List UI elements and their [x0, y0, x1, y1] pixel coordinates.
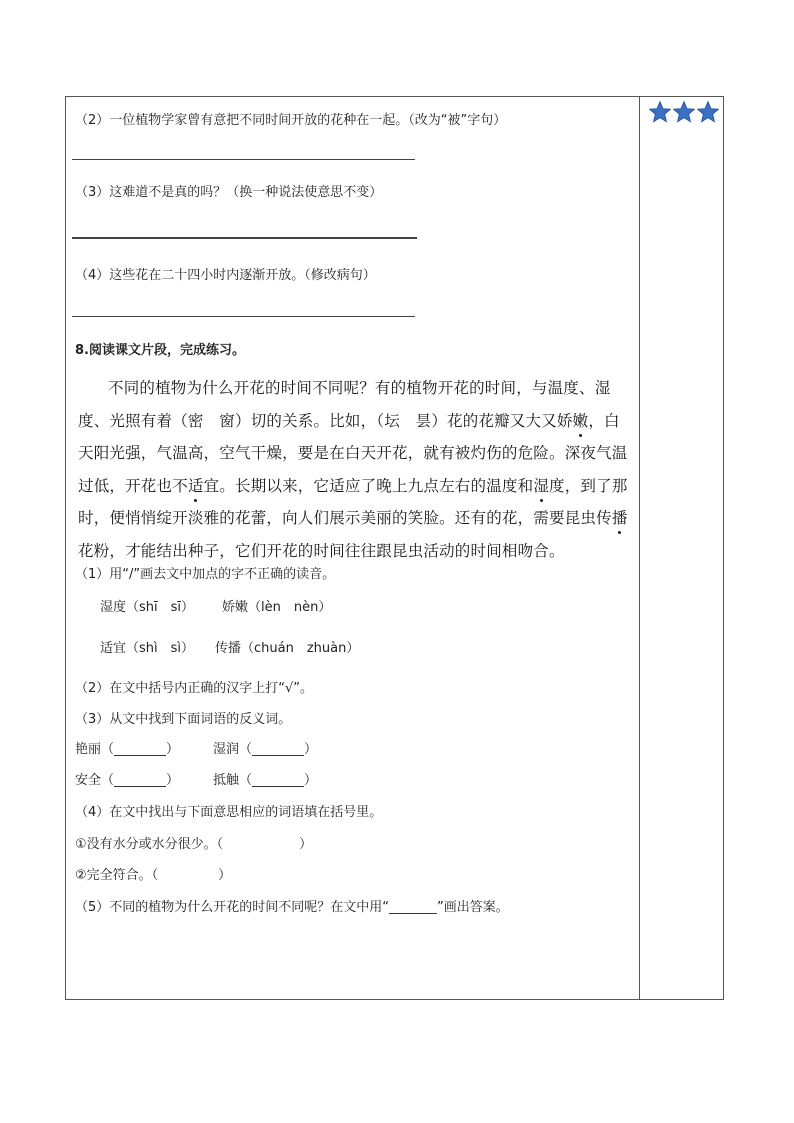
question-text: ”画出答案。 — [437, 900, 509, 915]
passage-part: ，白天阳光强，气温高，空气干燥，要是在白天开花，就有被灼伤的危险。深夜气温过低，开花也不 — [78, 411, 628, 495]
bracket: ） — [304, 742, 318, 757]
antonym-item-1 — [75, 738, 179, 757]
pinyin-options[interactable]: （shī sī） — [126, 600, 195, 615]
word: 湿度 — [100, 600, 127, 615]
passage-part: 花粉，才能结出种子，它们开花的时间往往跟昆虫活动的时间相吻合。 — [78, 541, 565, 560]
pinyin-item-2 — [222, 596, 331, 615]
dotted-char: 湿 — [533, 476, 550, 495]
sub-question-3: （3）从文中找到下面词语的反义词。 — [75, 712, 292, 727]
sub-question-2: （2）在文中括号内正确的汉字上打“√”。 — [75, 681, 314, 696]
antonym-blank[interactable] — [114, 743, 166, 756]
meaning-text: ①没有水分或水分很少。（ — [75, 837, 224, 852]
passage-part: 度，到了那时，便悄悄绽开淡雅的花蕾，向人们展示美丽的笑脸。还有的花，需要昆虫传 — [78, 476, 628, 527]
pinyin-options[interactable]: （shì sì） — [126, 641, 195, 656]
antonym-word: 艳丽（ — [75, 742, 115, 757]
sub-question-1: （1）用“/”画去文中加点的字不正确的读音。 — [75, 567, 336, 582]
section-8-title: 8.阅读课文片段，完成练习。 — [75, 343, 245, 358]
bracket: ） — [166, 742, 180, 757]
star-icon — [696, 100, 720, 124]
word: 娇嫩 — [222, 600, 249, 615]
bracket: ） — [299, 837, 313, 852]
star-icon — [648, 100, 672, 124]
antonym-item-4 — [213, 769, 317, 788]
antonym-blank[interactable] — [114, 774, 166, 787]
antonym-word: 安全（ — [75, 773, 115, 788]
antonym-blank[interactable] — [252, 743, 304, 756]
pinyin-options[interactable]: （chuán zhuàn） — [241, 641, 360, 656]
antonym-item-3 — [75, 769, 179, 788]
star-icon — [672, 100, 696, 124]
question-2: （2）一位植物学家曾有意把不同时间开放的花种在一起。（改为“被”字句） — [75, 113, 507, 128]
pinyin-item-4 — [215, 637, 359, 656]
bracket: ） — [304, 773, 318, 788]
pinyin-item-1 — [100, 596, 194, 615]
meaning-item-1 — [75, 833, 312, 852]
pinyin-item-3 — [100, 637, 194, 656]
meaning-item-2 — [75, 864, 231, 883]
antonym-blank[interactable] — [252, 774, 304, 787]
sub-question-4: （4）在文中找出与下面意思相应的词语填在括号里。 — [75, 805, 383, 820]
antonym-word: 湿润（ — [213, 742, 253, 757]
difficulty-rating — [648, 100, 720, 124]
antonym-item-2 — [213, 738, 317, 757]
dotted-char: 嫩 — [572, 411, 589, 430]
antonym-word: 抵触（ — [213, 773, 253, 788]
column-divider — [639, 96, 640, 1000]
word: 适宜 — [100, 641, 127, 656]
question-text: （5）不同的植物为什么开花的时间不同呢？在文中用“ — [75, 900, 390, 915]
sub-question-5 — [75, 896, 509, 915]
passage-part: 不同的植物为什么开花的时间不同呢？有的植物开花的时间，与温度、湿度、光照有着（密 窗）切的关系。比如，（坛 昙）花的花瓣又大又娇 — [78, 379, 611, 430]
bracket: ） — [218, 868, 232, 883]
reading-passage — [78, 372, 628, 567]
bracket: ） — [166, 773, 180, 788]
pinyin-options[interactable]: （lèn nèn） — [248, 600, 332, 615]
answer-line-q3[interactable] — [72, 237, 417, 239]
meaning-text: ②完全符合。（ — [75, 868, 159, 883]
question-4: （4）这些花在二十四小时内逐渐开放。（修改病句） — [75, 268, 376, 283]
dotted-char: 播 — [611, 509, 628, 527]
answer-line-q2[interactable] — [72, 159, 415, 160]
passage-part: 宜。长期以来，它适应了晚上九点左右的温度和 — [203, 476, 534, 495]
dotted-char: 适 — [187, 476, 204, 495]
answer-line-q4[interactable] — [72, 316, 415, 317]
word: 传播 — [215, 641, 242, 656]
underline-sample — [389, 901, 437, 914]
question-3: （3）这难道不是真的吗？（换一种说法使意思不变） — [75, 185, 383, 200]
